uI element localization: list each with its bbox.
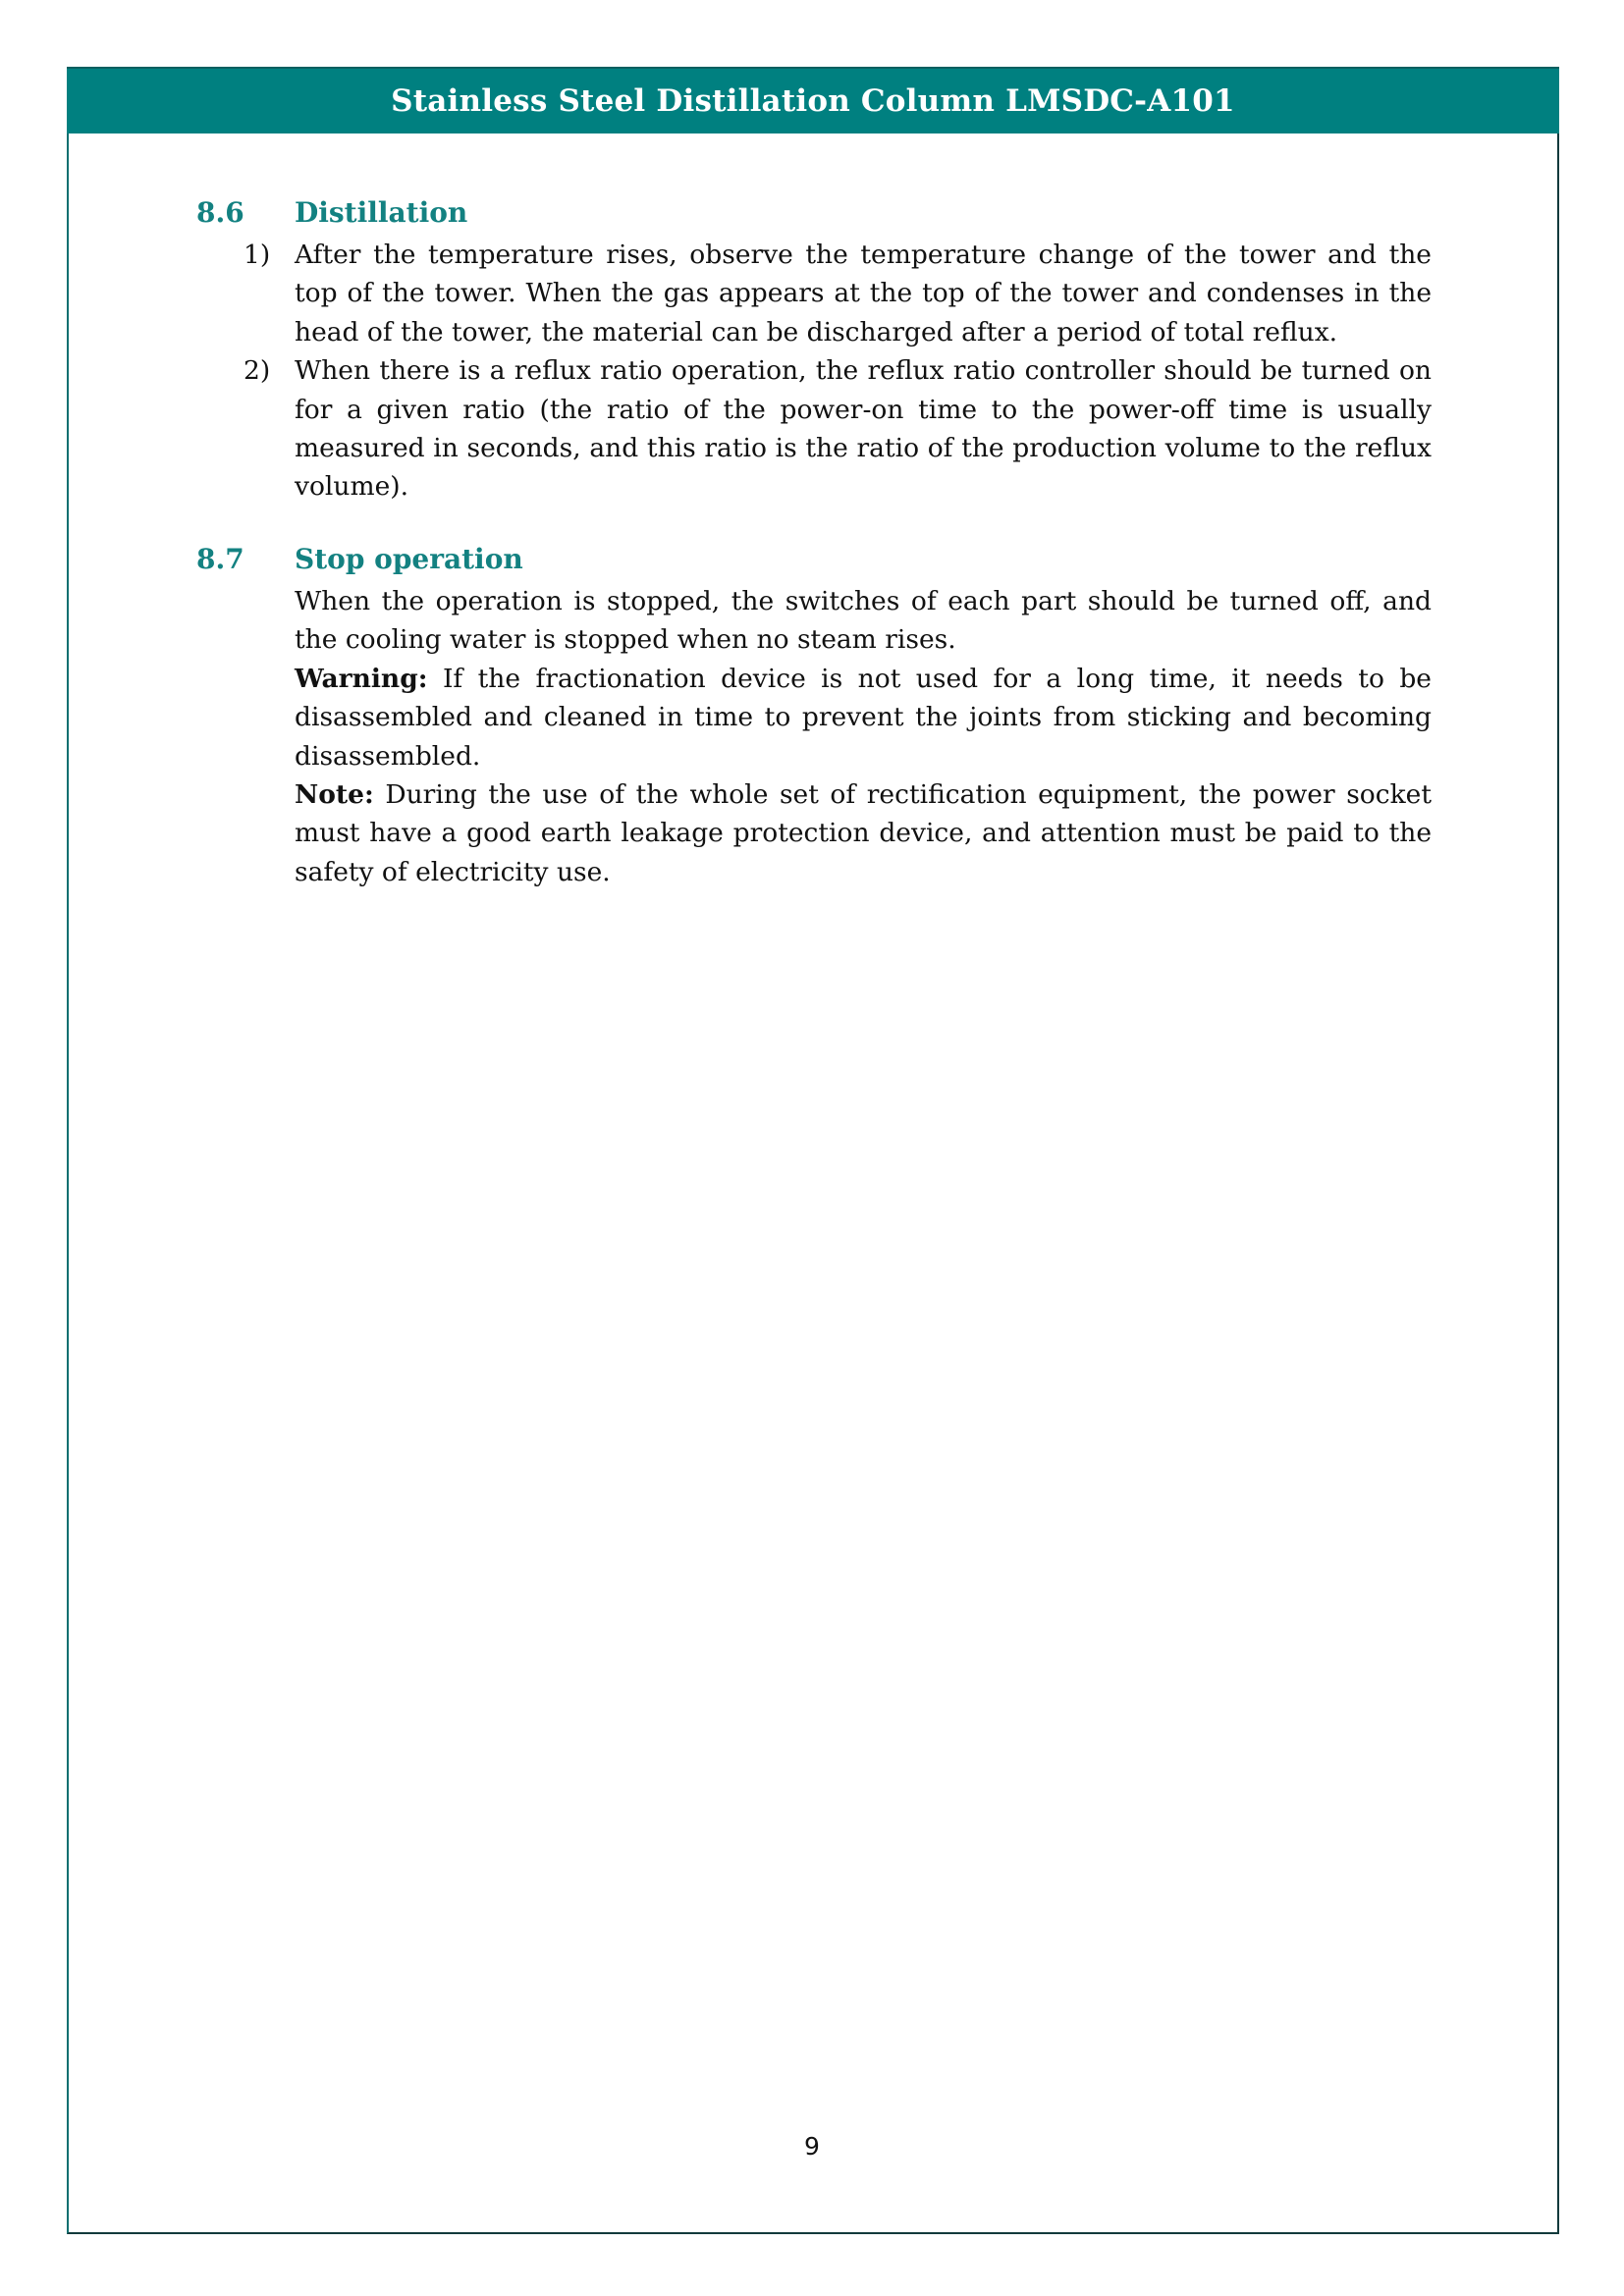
section-title: Distillation <box>295 196 468 229</box>
warning-label: Warning: <box>295 663 428 694</box>
section-title: Stop operation <box>295 543 523 575</box>
list-item-text: After the temperature rises, observe the temperature change of the tower and the top of the tower. When the gas appears at the top of the tower and condenses in the head of the tower, the material can be discharged after a period of total reflux. <box>295 240 1432 347</box>
section-heading-stop-operation <box>196 543 523 575</box>
list-item <box>244 351 1432 507</box>
stop-operation-body <box>295 582 1432 891</box>
paragraph <box>295 582 1432 660</box>
section-number: 8.6 <box>196 196 244 229</box>
note-text: During the use of the whole set of rectification equipment, the power socket must have a good earth leakage protection device, and attention must be paid to the safety of electricity use. <box>295 779 1432 887</box>
list-item-text: When there is a reflux ratio operation, the reflux ratio controller should be turned on for a given ratio (the ratio of the power-on time to the power-off time is usually measured in seconds, and this ratio is the ratio of the production volume to the reflux volume). <box>295 355 1432 503</box>
header-bar <box>67 67 1559 133</box>
page-number: 9 <box>804 2132 820 2161</box>
list-item-number: 2) <box>244 355 271 387</box>
note-label: Note: <box>295 779 374 811</box>
paragraph-text: When the operation is stopped, the switches of each part should be turned off, and the cooling water is stopped when no steam rises. <box>295 586 1432 656</box>
warning-paragraph <box>295 660 1432 775</box>
note-paragraph <box>295 775 1432 891</box>
section-heading-distillation <box>196 196 467 229</box>
warning-text: If the fractionation device is not used for a long time, it needs to be disassembled and cleaned in time to prevent the joints from sticking and becoming disassembled. <box>295 663 1432 772</box>
document-title: Stainless Steel Distillation Column LMSDC-A101 <box>391 83 1235 119</box>
list-item-number: 1) <box>244 240 271 270</box>
distillation-list <box>244 236 1432 507</box>
list-item <box>244 236 1432 351</box>
section-number: 8.7 <box>196 543 244 575</box>
